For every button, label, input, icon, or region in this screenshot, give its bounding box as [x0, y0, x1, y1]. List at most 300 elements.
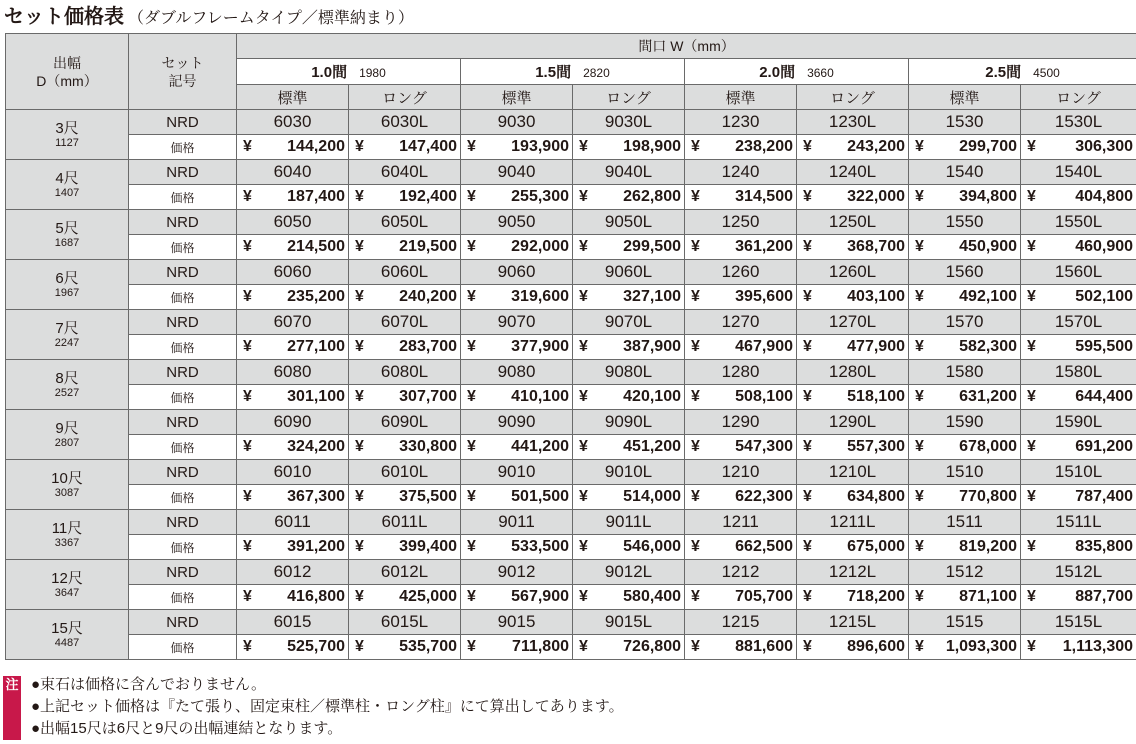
yen-symbol: ¥: [1027, 588, 1036, 605]
product-code: 1280: [685, 360, 797, 385]
price-value: 567,900: [511, 588, 569, 605]
width-label: 2.5間: [985, 64, 1022, 81]
price-cell: [797, 435, 909, 460]
yen-symbol: ¥: [579, 638, 588, 655]
price-value: 770,800: [959, 488, 1017, 505]
price-value: 301,100: [287, 388, 345, 405]
yen-symbol: ¥: [691, 588, 700, 605]
width-mm: 3660: [807, 66, 834, 80]
yen-symbol: ¥: [915, 388, 924, 405]
yen-symbol: ¥: [1027, 438, 1036, 455]
yen-symbol: ¥: [691, 188, 700, 205]
yen-symbol: ¥: [803, 338, 812, 355]
price-value: 192,400: [399, 188, 457, 205]
yen-symbol: ¥: [355, 288, 364, 305]
width-title: 間口 W（mm）: [237, 34, 1136, 59]
type-header-cell: 標準: [909, 85, 1021, 110]
yen-symbol: ¥: [803, 638, 812, 655]
yen-symbol: ¥: [915, 638, 924, 655]
price-value: 387,900: [623, 338, 681, 355]
price-cell: [909, 535, 1021, 560]
product-code: 1240L: [797, 160, 909, 185]
note-tag: 注: [3, 676, 21, 740]
width-label: 1.0間: [311, 64, 348, 81]
product-code: 1210: [685, 460, 797, 485]
price-cell: [237, 135, 349, 160]
product-code: 9050L: [573, 210, 685, 235]
yen-symbol: ¥: [1027, 188, 1036, 205]
product-code: 1590L: [1021, 410, 1136, 435]
product-code: 6090L: [349, 410, 461, 435]
product-code: 1212L: [797, 560, 909, 585]
price-cell: [1021, 535, 1136, 560]
price-cell: [461, 635, 573, 660]
price-cell: [237, 485, 349, 510]
price-value: 198,900: [623, 138, 681, 155]
yen-symbol: ¥: [691, 238, 700, 255]
product-code: 1570L: [1021, 310, 1136, 335]
type-header-cell: 標準: [237, 85, 349, 110]
depth-cell: [6, 160, 129, 210]
type-header-cell: ロング: [573, 85, 685, 110]
table-row: [6, 460, 1136, 485]
price-cell: [1021, 635, 1136, 660]
yen-symbol: ¥: [467, 538, 476, 555]
price-value: 319,600: [511, 288, 569, 305]
table-row: [6, 235, 1136, 260]
price-value: 508,100: [735, 388, 793, 405]
depth-mm: 3647: [54, 587, 80, 599]
product-code: 1560L: [1021, 260, 1136, 285]
yen-symbol: ¥: [243, 288, 252, 305]
yen-symbol: ¥: [691, 138, 700, 155]
product-code: 1230L: [797, 110, 909, 135]
price-value: 307,700: [399, 388, 457, 405]
price-cell: [573, 285, 685, 310]
depth-unit: D（mm）: [36, 72, 98, 89]
yen-symbol: ¥: [915, 138, 924, 155]
price-label: 価格: [129, 635, 237, 660]
yen-symbol: ¥: [243, 238, 252, 255]
price-cell: [685, 285, 797, 310]
price-value: 404,800: [1075, 188, 1134, 205]
yen-symbol: ¥: [467, 188, 476, 205]
product-code: 1512: [909, 560, 1021, 585]
price-value: 187,400: [287, 188, 345, 205]
product-code: 6080: [237, 360, 349, 385]
price-cell: [685, 385, 797, 410]
product-code: 6060L: [349, 260, 461, 285]
price-cell: [573, 635, 685, 660]
width-header-cell: [685, 59, 909, 85]
price-value: 410,100: [511, 388, 569, 405]
product-code: 1250L: [797, 210, 909, 235]
product-code: 1560: [909, 260, 1021, 285]
price-value: 501,500: [511, 488, 569, 505]
price-cell: [1021, 335, 1136, 360]
title-sub: （ダブルフレームタイプ／標準納まり）: [128, 10, 414, 27]
price-value: 582,300: [959, 338, 1017, 355]
price-cell: [909, 285, 1021, 310]
product-code: 1250: [685, 210, 797, 235]
product-code: 9090L: [573, 410, 685, 435]
price-cell: [797, 285, 909, 310]
product-code: 1570: [909, 310, 1021, 335]
type-header-cell: ロング: [797, 85, 909, 110]
price-value: 214,500: [287, 238, 345, 255]
price-label: 価格: [129, 385, 237, 410]
product-code: 1290L: [797, 410, 909, 435]
price-cell: [909, 585, 1021, 610]
price-table: [5, 33, 1136, 660]
yen-symbol: ¥: [243, 538, 252, 555]
price-value: 535,700: [399, 638, 457, 655]
price-label: 価格: [129, 585, 237, 610]
price-value: 467,900: [735, 338, 793, 355]
yen-symbol: ¥: [579, 138, 588, 155]
set-label-1: セット: [161, 54, 204, 71]
yen-symbol: ¥: [915, 438, 924, 455]
product-code: 1530L: [1021, 110, 1136, 135]
price-value: 283,700: [399, 338, 457, 355]
price-cell: [797, 485, 909, 510]
price-label: 価格: [129, 285, 237, 310]
price-value: 441,200: [511, 438, 569, 455]
depth-cell: [6, 510, 129, 560]
depth-cell: [6, 360, 129, 410]
table-row: [6, 385, 1136, 410]
price-cell: [1021, 435, 1136, 460]
price-value: 835,800: [1075, 538, 1134, 555]
yen-symbol: ¥: [243, 338, 252, 355]
depth-mm: 1407: [54, 187, 80, 199]
price-value: 425,000: [399, 588, 457, 605]
price-value: 147,400: [399, 138, 457, 155]
width-header-cell: [909, 59, 1136, 85]
yen-symbol: ¥: [579, 338, 588, 355]
price-value: 533,500: [511, 538, 569, 555]
price-cell: [1021, 185, 1136, 210]
type-header-cell: 標準: [685, 85, 797, 110]
price-cell: [461, 235, 573, 260]
set-code: NRD: [129, 160, 237, 185]
set-code: NRD: [129, 260, 237, 285]
price-value: 451,200: [623, 438, 681, 455]
price-cell: [237, 535, 349, 560]
price-cell: [573, 235, 685, 260]
yen-symbol: ¥: [243, 388, 252, 405]
yen-symbol: ¥: [915, 538, 924, 555]
table-row: [6, 360, 1136, 385]
price-cell: [237, 435, 349, 460]
width-mm: 1980: [359, 66, 386, 80]
yen-symbol: ¥: [243, 488, 252, 505]
price-cell: [573, 135, 685, 160]
price-cell: [349, 285, 461, 310]
price-cell: [1021, 385, 1136, 410]
price-cell: [797, 585, 909, 610]
yen-symbol: ¥: [579, 238, 588, 255]
yen-symbol: ¥: [355, 588, 364, 605]
yen-symbol: ¥: [355, 238, 364, 255]
price-value: 394,800: [959, 188, 1017, 205]
price-cell: [461, 185, 573, 210]
price-cell: [1021, 285, 1136, 310]
yen-symbol: ¥: [467, 238, 476, 255]
product-code: 1550: [909, 210, 1021, 235]
price-cell: [909, 385, 1021, 410]
yen-symbol: ¥: [803, 188, 812, 205]
price-cell: [1021, 585, 1136, 610]
price-cell: [1021, 485, 1136, 510]
price-value: 492,100: [959, 288, 1017, 305]
yen-symbol: ¥: [355, 188, 364, 205]
price-cell: [349, 435, 461, 460]
price-cell: [1021, 235, 1136, 260]
yen-symbol: ¥: [355, 338, 364, 355]
set-code: NRD: [129, 310, 237, 335]
set-code: NRD: [129, 460, 237, 485]
price-value: 622,300: [735, 488, 793, 505]
depth-cell: [6, 410, 129, 460]
price-value: 361,200: [735, 238, 793, 255]
price-value: 644,400: [1075, 388, 1134, 405]
price-value: 238,200: [735, 138, 793, 155]
table-row: [6, 535, 1136, 560]
depth-shaku: 11尺: [51, 520, 83, 537]
product-code: 6011: [237, 510, 349, 535]
yen-symbol: ¥: [355, 138, 364, 155]
depth-shaku: 5尺: [55, 220, 79, 237]
depth-cell: [6, 110, 129, 160]
price-cell: [685, 185, 797, 210]
product-code: 6040: [237, 160, 349, 185]
table-row: [6, 285, 1136, 310]
price-value: 726,800: [623, 638, 681, 655]
price-value: 255,300: [511, 188, 569, 205]
product-code: 9010: [461, 460, 573, 485]
yen-symbol: ¥: [1027, 138, 1036, 155]
price-value: 631,200: [959, 388, 1017, 405]
product-code: 9050: [461, 210, 573, 235]
product-code: 9060L: [573, 260, 685, 285]
product-code: 1515L: [1021, 610, 1136, 635]
price-label: 価格: [129, 235, 237, 260]
width-mm: 2820: [583, 66, 610, 80]
price-value: 219,500: [399, 238, 457, 255]
yen-symbol: ¥: [467, 138, 476, 155]
set-code: NRD: [129, 210, 237, 235]
product-code: 1515: [909, 610, 1021, 635]
product-code: 1540: [909, 160, 1021, 185]
price-value: 711,800: [512, 638, 569, 655]
depth-mm: 4487: [54, 637, 80, 649]
product-code: 9012: [461, 560, 573, 585]
yen-symbol: ¥: [691, 388, 700, 405]
price-value: 662,500: [735, 538, 793, 555]
product-code: 6015L: [349, 610, 461, 635]
price-cell: [461, 535, 573, 560]
product-code: 6070L: [349, 310, 461, 335]
table-row: [6, 435, 1136, 460]
product-code: 9060: [461, 260, 573, 285]
product-code: 9015: [461, 610, 573, 635]
product-code: 6015: [237, 610, 349, 635]
price-value: 235,200: [287, 288, 345, 305]
yen-symbol: ¥: [1027, 388, 1036, 405]
note-line: ●出幅15尺は6尺と9尺の出幅連結となります。: [31, 720, 343, 737]
price-cell: [909, 135, 1021, 160]
product-code: 9011: [461, 510, 573, 535]
table-row: [6, 210, 1136, 235]
price-cell: [685, 435, 797, 460]
notes: [0, 672, 1136, 744]
price-value: 887,700: [1075, 588, 1134, 605]
price-value: 675,000: [847, 538, 905, 555]
price-value: 327,100: [623, 288, 681, 305]
price-value: 896,600: [847, 638, 905, 655]
product-code: 1530: [909, 110, 1021, 135]
product-code: 1211L: [797, 510, 909, 535]
price-value: 375,500: [399, 488, 457, 505]
yen-symbol: ¥: [579, 588, 588, 605]
price-value: 299,500: [623, 238, 681, 255]
price-cell: [909, 635, 1021, 660]
product-code: 6040L: [349, 160, 461, 185]
table-row: [6, 485, 1136, 510]
type-header-cell: ロング: [349, 85, 461, 110]
product-code: 9090: [461, 410, 573, 435]
product-code: 6012L: [349, 560, 461, 585]
price-label: 価格: [129, 135, 237, 160]
price-cell: [237, 285, 349, 310]
yen-symbol: ¥: [355, 488, 364, 505]
price-cell: [573, 335, 685, 360]
yen-symbol: ¥: [579, 488, 588, 505]
price-value: 634,800: [847, 488, 905, 505]
price-cell: [237, 385, 349, 410]
price-cell: [909, 485, 1021, 510]
product-code: 1550L: [1021, 210, 1136, 235]
price-value: 718,200: [847, 588, 905, 605]
price-cell: [237, 335, 349, 360]
table-row: [6, 410, 1136, 435]
product-code: 1270L: [797, 310, 909, 335]
product-code: 1211: [685, 510, 797, 535]
product-code: 6012: [237, 560, 349, 585]
yen-symbol: ¥: [915, 288, 924, 305]
product-code: 6050L: [349, 210, 461, 235]
yen-symbol: ¥: [1027, 538, 1036, 555]
depth-shaku: 8尺: [55, 370, 79, 387]
set-code: NRD: [129, 510, 237, 535]
price-cell: [461, 485, 573, 510]
page-title: [4, 2, 414, 32]
price-value: 518,100: [847, 388, 905, 405]
table-row: [6, 635, 1136, 660]
yen-symbol: ¥: [1027, 488, 1036, 505]
depth-cell: [6, 610, 129, 660]
product-code: 1280L: [797, 360, 909, 385]
yen-symbol: ¥: [579, 538, 588, 555]
price-value: 144,200: [287, 138, 345, 155]
price-value: 460,900: [1075, 238, 1134, 255]
price-value: 546,000: [623, 538, 681, 555]
price-cell: [237, 635, 349, 660]
depth-cell: [6, 210, 129, 260]
yen-symbol: ¥: [691, 338, 700, 355]
price-cell: [909, 185, 1021, 210]
note-line: ●束石は価格に含んでおりません。: [31, 676, 266, 693]
yen-symbol: ¥: [691, 288, 700, 305]
price-value: 881,600: [735, 638, 793, 655]
table-row: [6, 335, 1136, 360]
product-code: 6070: [237, 310, 349, 335]
table-row: [6, 560, 1136, 585]
price-value: 871,100: [959, 588, 1017, 605]
product-code: 9030L: [573, 110, 685, 135]
price-cell: [349, 485, 461, 510]
yen-symbol: ¥: [243, 138, 252, 155]
depth-shaku: 7尺: [55, 320, 79, 337]
yen-symbol: ¥: [691, 488, 700, 505]
yen-symbol: ¥: [1027, 288, 1036, 305]
product-code: 6050: [237, 210, 349, 235]
price-cell: [909, 335, 1021, 360]
price-cell: [461, 285, 573, 310]
product-code: 9010L: [573, 460, 685, 485]
depth-mm: 2807: [54, 437, 80, 449]
price-cell: [685, 335, 797, 360]
yen-symbol: ¥: [691, 538, 700, 555]
product-code: 1212: [685, 560, 797, 585]
price-cell: [909, 235, 1021, 260]
title-main: セット価格表: [4, 6, 124, 28]
product-code: 9070: [461, 310, 573, 335]
product-code: 9040L: [573, 160, 685, 185]
yen-symbol: ¥: [467, 488, 476, 505]
yen-symbol: ¥: [579, 388, 588, 405]
price-value: 787,400: [1075, 488, 1134, 505]
product-code: 1215: [685, 610, 797, 635]
set-code-header: [129, 34, 237, 110]
yen-symbol: ¥: [803, 138, 812, 155]
depth-shaku: 10尺: [51, 470, 83, 487]
price-cell: [797, 535, 909, 560]
yen-symbol: ¥: [915, 338, 924, 355]
price-cell: [237, 185, 349, 210]
yen-symbol: ¥: [915, 488, 924, 505]
price-cell: [797, 635, 909, 660]
depth-label: 出幅: [53, 54, 81, 71]
yen-symbol: ¥: [1027, 638, 1036, 655]
product-code: 9011L: [573, 510, 685, 535]
price-value: 691,200: [1075, 438, 1134, 455]
price-value: 391,200: [287, 538, 345, 555]
product-code: 1215L: [797, 610, 909, 635]
price-value: 322,000: [847, 188, 905, 205]
product-code: 6030L: [349, 110, 461, 135]
product-code: 6010: [237, 460, 349, 485]
product-code: 9012L: [573, 560, 685, 585]
price-cell: [685, 485, 797, 510]
yen-symbol: ¥: [803, 388, 812, 405]
price-label: 価格: [129, 535, 237, 560]
price-cell: [685, 635, 797, 660]
price-cell: [349, 585, 461, 610]
yen-symbol: ¥: [467, 288, 476, 305]
product-code: 9080: [461, 360, 573, 385]
